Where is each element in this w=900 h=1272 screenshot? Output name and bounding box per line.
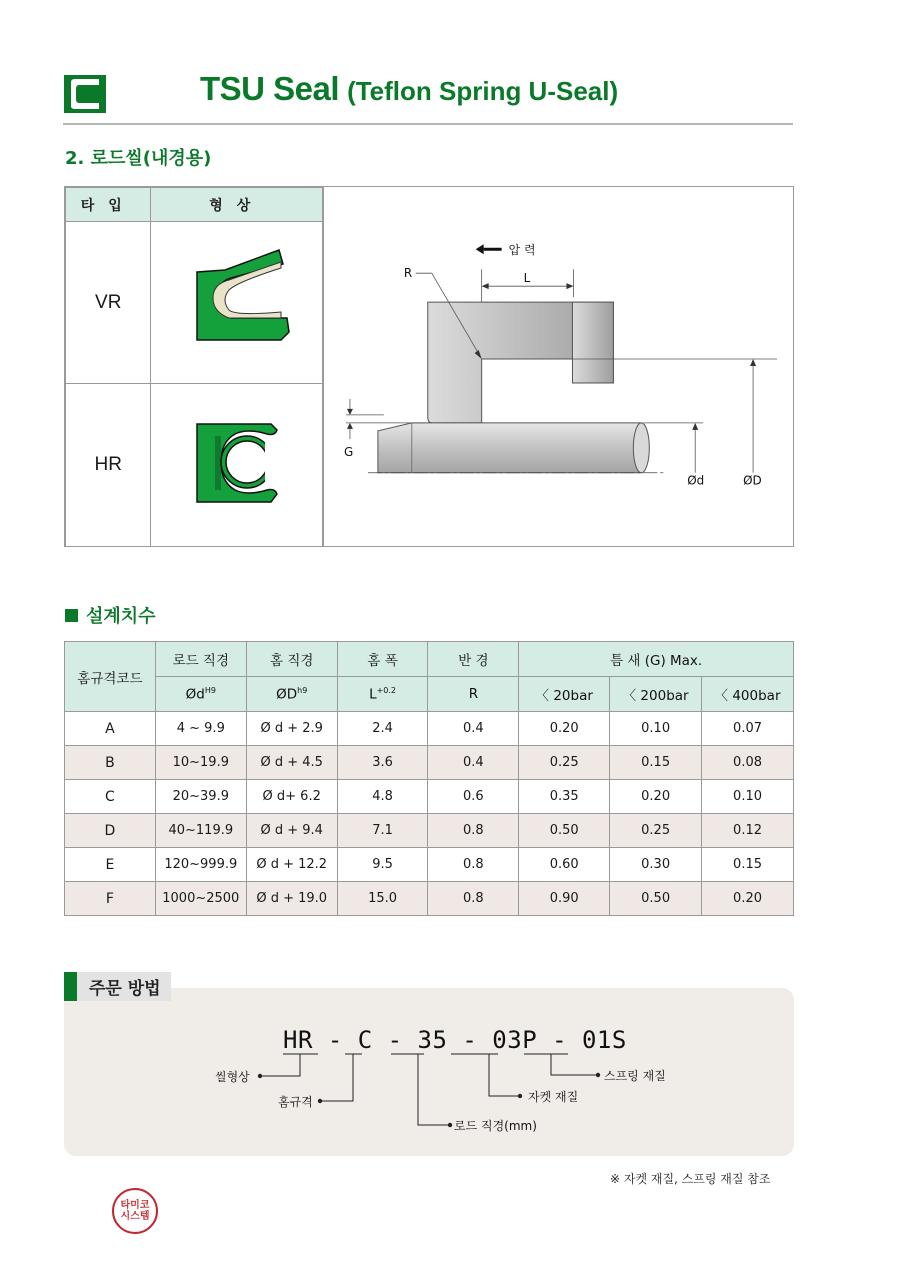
stamp-line-2: 시스템 bbox=[120, 1211, 150, 1222]
footnote: ※ 자켓 재질, 스프링 재질 참조 bbox=[610, 1172, 771, 1186]
d-label: Ød bbox=[687, 473, 705, 488]
order-connectors bbox=[64, 988, 794, 1156]
table-row: C 20~39.9 Ø d+ 6.2 4.8 0.6 0.35 0.20 0.10 bbox=[65, 780, 794, 814]
type-hr: HR bbox=[66, 384, 151, 547]
th-width-sub: $L^{+0.2}$ bbox=[337, 677, 428, 712]
logo-icon bbox=[63, 74, 107, 114]
order-code: HR - C - 35 - 03P - 01S bbox=[283, 1026, 627, 1054]
vr-seal-icon bbox=[177, 246, 297, 356]
th-gap: 틈 새 (G) Max. bbox=[519, 642, 794, 677]
th-groove-sub: $ØD^{h9}$ bbox=[246, 677, 337, 712]
dimensions-title-text: 설계치수 bbox=[86, 606, 156, 627]
g-label: G bbox=[343, 444, 354, 459]
hr-seal-icon bbox=[177, 408, 297, 518]
th-rod: 로드 직경 bbox=[155, 642, 246, 677]
D-label: ØD bbox=[743, 473, 762, 488]
th-p20: 〈 20bar bbox=[519, 677, 610, 712]
label-spring: 스프링 재질 bbox=[604, 1069, 666, 1083]
th-rod-sub: $Ød^{H9}$ bbox=[155, 677, 246, 712]
th-radius: 반 경 bbox=[428, 642, 519, 677]
pressure-label: 압 력 bbox=[508, 243, 536, 258]
type-box bbox=[64, 186, 794, 547]
label-jacket: 자켓 재질 bbox=[528, 1090, 579, 1104]
th-p200: 〈 200bar bbox=[610, 677, 702, 712]
col-shape: 형상 bbox=[151, 188, 323, 222]
th-p400: 〈 400bar bbox=[702, 677, 794, 712]
section-title: 2. 로드씰(내경용) bbox=[65, 148, 212, 169]
header-divider bbox=[63, 123, 793, 125]
l-label: L bbox=[523, 271, 531, 286]
table-row: A 4 ~ 9.9 Ø d + 2.9 2.4 0.4 0.20 0.10 0.07 bbox=[65, 712, 794, 746]
table-row: D 40~119.9 Ø d + 9.4 7.1 0.8 0.50 0.25 0.12 bbox=[65, 814, 794, 848]
table-row: F 1000~2500 Ø d + 19.0 15.0 0.8 0.90 0.50 0.20 bbox=[65, 882, 794, 916]
square-icon bbox=[65, 609, 78, 622]
type-vr: VR bbox=[66, 222, 151, 384]
th-code: 홈규격코드 bbox=[65, 642, 156, 712]
table-row: B 10~19.9 Ø d + 4.5 3.6 0.4 0.25 0.15 0.08 bbox=[65, 746, 794, 780]
title-main: TSU Seal bbox=[200, 70, 340, 107]
title-sub: (Teflon Spring U-Seal) bbox=[347, 76, 619, 106]
company-stamp bbox=[112, 1188, 158, 1234]
installation-diagram bbox=[323, 187, 793, 546]
th-radius-sub: R bbox=[428, 677, 519, 712]
dimensions-title bbox=[65, 602, 156, 628]
col-type: 타입 bbox=[66, 188, 151, 222]
order-title: 주문 방법 bbox=[77, 972, 171, 1001]
dimensions-table bbox=[64, 641, 794, 916]
page-title bbox=[200, 70, 618, 116]
label-groove: 홈규격 bbox=[278, 1095, 313, 1109]
table-row: E 120~999.9 Ø d + 12.2 9.5 0.8 0.60 0.30 0.15 bbox=[65, 848, 794, 882]
shape-hr bbox=[151, 384, 323, 547]
label-rod-dia: 로드 직경(mm) bbox=[454, 1119, 537, 1133]
r-label: R bbox=[403, 266, 413, 281]
th-width: 홈 폭 bbox=[337, 642, 428, 677]
th-groove: 홈 직경 bbox=[246, 642, 337, 677]
label-seal-shape: 씰형상 bbox=[215, 1070, 250, 1084]
stamp-line-1: 타미코 bbox=[120, 1200, 150, 1211]
shape-vr bbox=[151, 222, 323, 384]
type-table bbox=[65, 187, 323, 547]
